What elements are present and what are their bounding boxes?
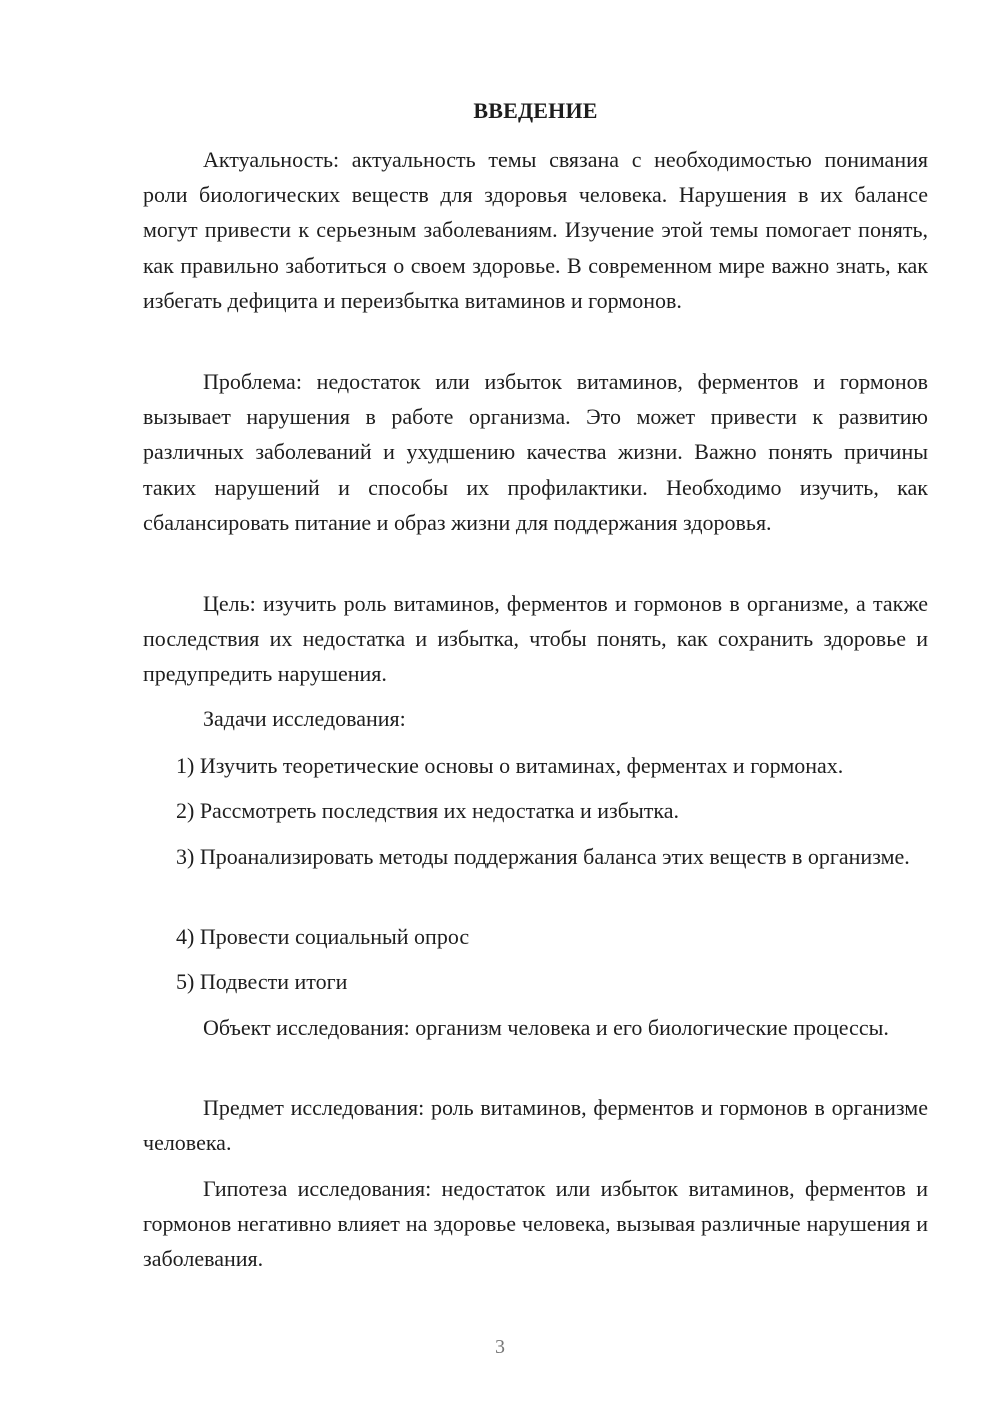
hypothesis-paragraph: Гипотеза исследования: недостаток или избыток витаминов, ферментов и гормонов негативно влияет на здоровье человека, вызывая различные нарушения и заболевания. (143, 1176, 928, 1272)
section-heading: ВВЕДЕНИЕ (473, 98, 598, 123)
tasks-title: Задачи исследования: (203, 706, 406, 731)
relevance-paragraph: Актуальность: актуальность темы связана с необходимостью понимания роли биологических веществ для здоровья человека. Нарушения в их балансе могут привести к серьезным заболеваниям. Изучение этой темы помогает понять, как правильно заботиться о своем здоровье. В современном мире важно знать, как избегать дефицита и переизбытка витаминов и гормонов. (143, 147, 928, 313)
task-item-3: 3) Проанализировать методы поддержания баланса этих веществ в организме. (176, 844, 910, 869)
page-number: 3 (495, 1336, 505, 1358)
task-item-5: 5) Подвести итоги (176, 969, 348, 994)
subject-paragraph: Предмет исследования: роль витаминов, ферментов и гормонов в организме человека. (143, 1095, 928, 1156)
goal-paragraph: Цель: изучить роль витаминов, ферментов и гормонов в организме, а также последствия их недостатка и избытка, чтобы понять, как сохранить здоровье и предупредить нарушения. (143, 591, 928, 687)
object-paragraph: Объект исследования: организм человека и его биологические процессы. (203, 1015, 889, 1040)
task-item-1: 1) Изучить теоретические основы о витаминах, ферментах и гормонах. (176, 753, 844, 778)
task-item-4: 4) Провести социальный опрос (176, 924, 470, 949)
task-item-2: 2) Рассмотреть последствия их недостатка и избытка. (176, 798, 679, 823)
problem-paragraph: Проблема: недостаток или избыток витаминов, ферментов и гормонов вызывает нарушения в работе организма. Это может привести к развитию различных заболеваний и ухудшению качества жизни. Важно понять причины таких нарушений и способы их профилактики. Необходимо изучить, как сбалансировать питание и образ жизни для поддержания здоровья. (143, 369, 928, 535)
